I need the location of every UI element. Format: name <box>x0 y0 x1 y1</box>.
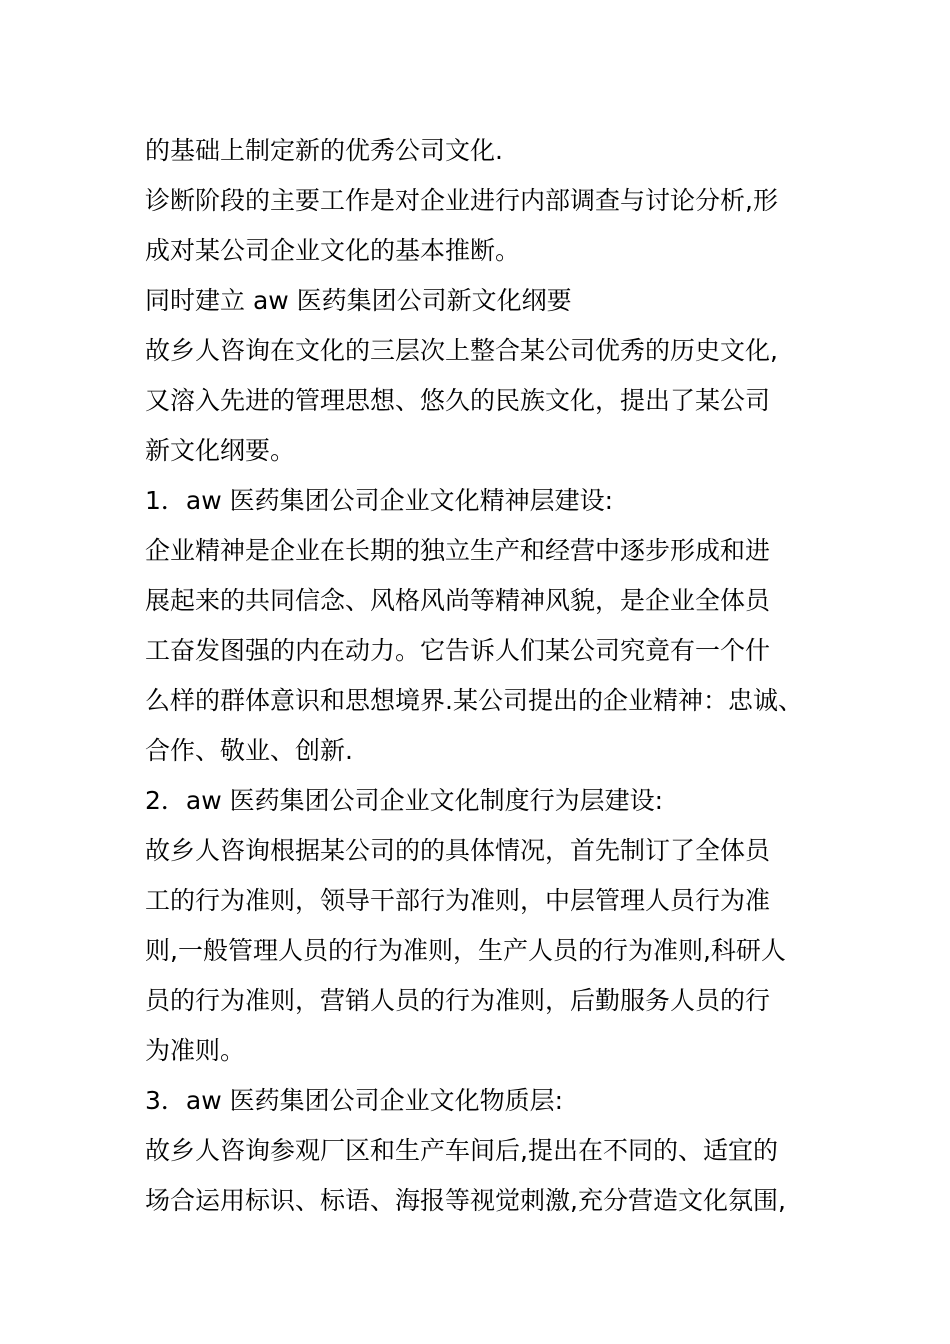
text-line: 新文化纲要。 <box>145 436 296 465</box>
text-line: 场合运用标识、标语、海报等视觉刺激,充分营造文化氛围, <box>145 1186 786 1215</box>
text-line: 合作、敬业、创新. <box>145 736 353 765</box>
text-line: 为准则。 <box>145 1036 246 1065</box>
text-line: 则,一般管理人员的行为准则，生产人员的行为准则,科研人 <box>145 936 786 965</box>
text-line: 工的行为准则，领导干部行为准则，中层管理人员行为准 <box>145 886 771 915</box>
text-line: 展起来的共同信念、风格风尚等精神风貌，是企业全体员 <box>145 586 771 615</box>
document-body <box>145 126 825 1226</box>
text-line: 企业精神是企业在长期的独立生产和经营中逐步形成和进 <box>145 536 771 565</box>
text-line: 故乡人咨询参观厂区和生产车间后,提出在不同的、适宜的 <box>145 1136 778 1165</box>
text-line: 故乡人咨询根据某公司的的具体情况，首先制订了全体员 <box>145 836 771 865</box>
text-line: 诊断阶段的主要工作是对企业进行内部调查与讨论分析,形 <box>145 186 778 215</box>
text-line: 同时建立 aw 医药集团公司新文化纲要 <box>145 286 572 315</box>
text-line: 的基础上制定新的优秀公司文化. <box>145 136 503 165</box>
text-line: 又溶入先进的管理思想、悠久的民族文化，提出了某公司 <box>145 386 771 415</box>
text-line: 么样的群体意识和思想境界.某公司提出的企业精神：忠诚、 <box>145 686 803 715</box>
text-line: 成对某公司企业文化的基本推断。 <box>145 236 521 265</box>
section-heading-3: 3．aw 医药集团公司企业文化物质层: <box>145 1086 564 1115</box>
text-line: 员的行为准则，营销人员的行为准则，后勤服务人员的行 <box>145 986 771 1015</box>
section-heading-1: 1．aw 医药集团公司企业文化精神层建设: <box>145 486 614 515</box>
text-line: 故乡人咨询在文化的三层次上整合某公司优秀的历史文化, <box>145 336 778 365</box>
text-line: 工奋发图强的内在动力。它告诉人们某公司究竟有一个什 <box>145 636 771 665</box>
section-heading-2: 2．aw 医药集团公司企业文化制度行为层建设: <box>145 786 664 815</box>
